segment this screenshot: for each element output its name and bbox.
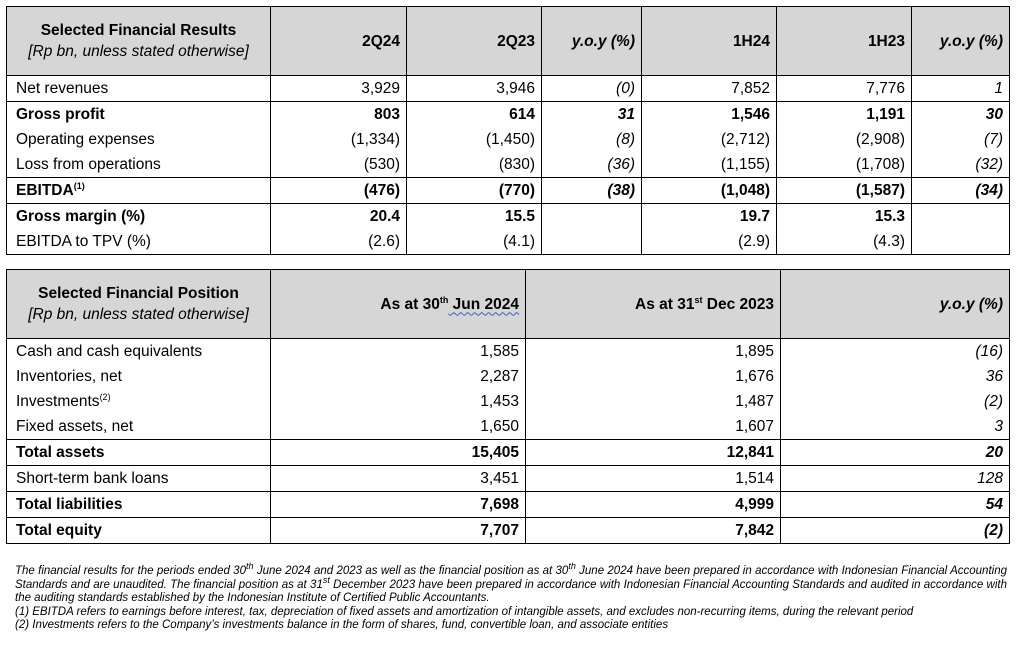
value-cell: 3,929 xyxy=(271,76,407,102)
footnote-investments: (2) Investments refers to the Company’s investments balance in the form of shares, fund, convertible loan, and associate entities xyxy=(15,619,669,632)
row-label xyxy=(7,492,271,518)
value-cell: 3,451 xyxy=(271,466,526,492)
value-cell: (34) xyxy=(912,178,1010,204)
row-label-text: Loss from operations xyxy=(16,156,161,173)
row-label-text: Investments xyxy=(16,393,100,410)
value-cell: 803 xyxy=(271,102,407,128)
position-row-cash-and-cash-equivalents xyxy=(7,339,1010,365)
value-cell: 1,676 xyxy=(526,364,781,389)
row-label xyxy=(7,76,271,102)
row-label xyxy=(7,178,271,204)
value-cell: 1,607 xyxy=(526,414,781,440)
row-label xyxy=(7,229,271,255)
footnote-ref: (1) xyxy=(73,180,85,191)
value-cell: (32) xyxy=(912,152,1010,178)
value-cell: 1,650 xyxy=(271,414,526,440)
footnote-ebitda: (1) EBITDA refers to earnings before interest, tax, depreciation of fixed assets and amortization of intangible assets, and excludes non-recurring items, during the relevant period xyxy=(15,605,914,618)
row-label-text: Net revenues xyxy=(16,80,109,97)
results-row-operating-expenses xyxy=(7,127,1010,152)
value-cell: (4.1) xyxy=(407,229,542,255)
financial-position-table xyxy=(6,269,1010,544)
value-cell: 54 xyxy=(781,492,1010,518)
value-cell: 1,585 xyxy=(271,339,526,365)
col-header-yoy-position: y.o.y (%) xyxy=(781,270,1010,339)
value-cell: (1,334) xyxy=(271,127,407,152)
value-cell: 3 xyxy=(781,414,1010,440)
footnote-basis-of-preparation xyxy=(15,561,1007,606)
col-header-2q24: 2Q24 xyxy=(271,7,407,76)
value-cell: 15.3 xyxy=(777,204,912,230)
value-cell: 30 xyxy=(912,102,1010,128)
value-cell: (36) xyxy=(542,152,642,178)
value-cell: (830) xyxy=(407,152,542,178)
value-cell: 7,698 xyxy=(271,492,526,518)
value-cell: 128 xyxy=(781,466,1010,492)
value-cell: (2.6) xyxy=(271,229,407,255)
position-row-total-assets xyxy=(7,440,1010,466)
row-label xyxy=(7,152,271,178)
value-cell: (38) xyxy=(542,178,642,204)
position-row-fixed-assets-net xyxy=(7,414,1010,440)
value-cell xyxy=(912,229,1010,255)
value-cell: 12,841 xyxy=(526,440,781,466)
ordinal-suffix: th xyxy=(568,561,576,572)
col-header-jun-2024: As at 30th Jun 2024 xyxy=(271,270,526,339)
value-cell: 1,453 xyxy=(271,389,526,414)
value-cell: 1,895 xyxy=(526,339,781,365)
value-cell: (1,155) xyxy=(642,152,777,178)
col-header-2q23: 2Q23 xyxy=(407,7,542,76)
ordinal-suffix: st xyxy=(322,574,330,585)
position-title-bold: Selected Financial Position xyxy=(38,284,239,302)
value-cell: 7,842 xyxy=(526,518,781,544)
value-cell: 15,405 xyxy=(271,440,526,466)
row-label xyxy=(7,518,271,544)
row-label-text: Gross profit xyxy=(16,106,105,123)
value-cell: (2,712) xyxy=(642,127,777,152)
value-cell: (476) xyxy=(271,178,407,204)
value-cell: (2) xyxy=(781,389,1010,414)
value-cell: (1,708) xyxy=(777,152,912,178)
results-row-ebitda xyxy=(7,178,1010,204)
position-table-title xyxy=(7,270,271,339)
value-cell: 2,287 xyxy=(271,364,526,389)
position-row-short-term-bank-loans xyxy=(7,466,1010,492)
results-row-gross-margin xyxy=(7,204,1010,230)
value-cell: (8) xyxy=(542,127,642,152)
results-row-gross-profit xyxy=(7,102,1010,128)
col-header-1h23: 1H23 xyxy=(777,7,912,76)
row-label-text: Gross margin (%) xyxy=(16,208,146,225)
value-cell: (770) xyxy=(407,178,542,204)
position-title-unit: [Rp bn, unless stated otherwise] xyxy=(28,306,249,323)
value-cell: 20 xyxy=(781,440,1010,466)
value-cell: (2) xyxy=(781,518,1010,544)
ordinal-suffix: th xyxy=(245,561,254,572)
results-row-loss-from-operations xyxy=(7,152,1010,178)
row-label-text: Total liabilities xyxy=(16,496,123,513)
financial-results-table xyxy=(6,6,1010,255)
row-label-text: Operating expenses xyxy=(16,131,155,148)
results-title-bold: Selected Financial Results xyxy=(40,21,237,39)
value-cell: 614 xyxy=(407,102,542,128)
footnote-text: June 2024 and 2023 as well as the financial position as at 30 xyxy=(253,565,569,577)
value-cell: (1,048) xyxy=(642,178,777,204)
position-row-investments xyxy=(7,389,1010,414)
value-cell: 4,999 xyxy=(526,492,781,518)
row-label-text: Fixed assets, net xyxy=(16,418,134,435)
results-title-unit: [Rp bn, unless stated otherwise] xyxy=(28,43,249,60)
value-cell: (7) xyxy=(912,127,1010,152)
value-cell: 19.7 xyxy=(642,204,777,230)
row-label-text: Short-term bank loans xyxy=(16,470,169,487)
value-cell: 1,487 xyxy=(526,389,781,414)
position-row-inventories-net xyxy=(7,364,1010,389)
value-cell: (16) xyxy=(781,339,1010,365)
footnote-text: December 2023 have been prepared in accordance with Indonesian Financial Accounting Standards and audited in accordance with the auditing standards established by the Indonesian Institute of Certified Public Accountants. xyxy=(15,578,1007,605)
row-label-text: EBITDA to TPV (%) xyxy=(16,233,151,250)
value-cell: 1,191 xyxy=(777,102,912,128)
row-label xyxy=(7,414,271,440)
row-label xyxy=(7,204,271,230)
results-row-ebitda-to-tpv xyxy=(7,229,1010,255)
value-cell: 15.5 xyxy=(407,204,542,230)
row-label-text: Total equity xyxy=(16,522,102,539)
footnote-text: June 2024 have been prepared in accordance with Indonesian Financial Accounting Standards and are unaudited. The financial position as at 31 xyxy=(15,565,1007,591)
footnotes xyxy=(6,561,1009,633)
value-cell: 1,546 xyxy=(642,102,777,128)
value-cell: 20.4 xyxy=(271,204,407,230)
value-cell: 1 xyxy=(912,76,1010,102)
value-cell: 36 xyxy=(781,364,1010,389)
financial-summary xyxy=(6,6,1009,633)
row-label-text: Total assets xyxy=(16,444,105,461)
row-label xyxy=(7,127,271,152)
value-cell: (0) xyxy=(542,76,642,102)
value-cell: (1,587) xyxy=(777,178,912,204)
row-label-text: EBITDA xyxy=(16,182,74,199)
value-cell: 7,776 xyxy=(777,76,912,102)
position-row-total-equity xyxy=(7,518,1010,544)
row-label xyxy=(7,102,271,128)
results-row-net-revenues xyxy=(7,76,1010,102)
row-label-text: Inventories, net xyxy=(16,368,122,385)
col-header-dec-2023: As at 31st Dec 2023 xyxy=(526,270,781,339)
value-cell: 1,514 xyxy=(526,466,781,492)
col-header-1h24: 1H24 xyxy=(642,7,777,76)
position-row-total-liabilities xyxy=(7,492,1010,518)
value-cell: 7,852 xyxy=(642,76,777,102)
value-cell xyxy=(912,204,1010,230)
value-cell: (2,908) xyxy=(777,127,912,152)
value-cell: 31 xyxy=(542,102,642,128)
row-label xyxy=(7,440,271,466)
results-table-title xyxy=(7,7,271,76)
row-label xyxy=(7,466,271,492)
value-cell xyxy=(542,229,642,255)
row-label xyxy=(7,364,271,389)
col-header-yoy-quarter: y.o.y (%) xyxy=(542,7,642,76)
value-cell: (1,450) xyxy=(407,127,542,152)
row-label xyxy=(7,389,271,414)
row-label-text: Cash and cash equivalents xyxy=(16,343,203,360)
value-cell: (530) xyxy=(271,152,407,178)
footnote-ref: (2) xyxy=(99,391,111,402)
value-cell xyxy=(542,204,642,230)
footnote-text: The financial results for the periods ended 30 xyxy=(15,565,246,577)
value-cell: 3,946 xyxy=(407,76,542,102)
value-cell: (4.3) xyxy=(777,229,912,255)
col-header-yoy-half: y.o.y (%) xyxy=(912,7,1010,76)
value-cell: (2.9) xyxy=(642,229,777,255)
row-label xyxy=(7,339,271,365)
value-cell: 7,707 xyxy=(271,518,526,544)
